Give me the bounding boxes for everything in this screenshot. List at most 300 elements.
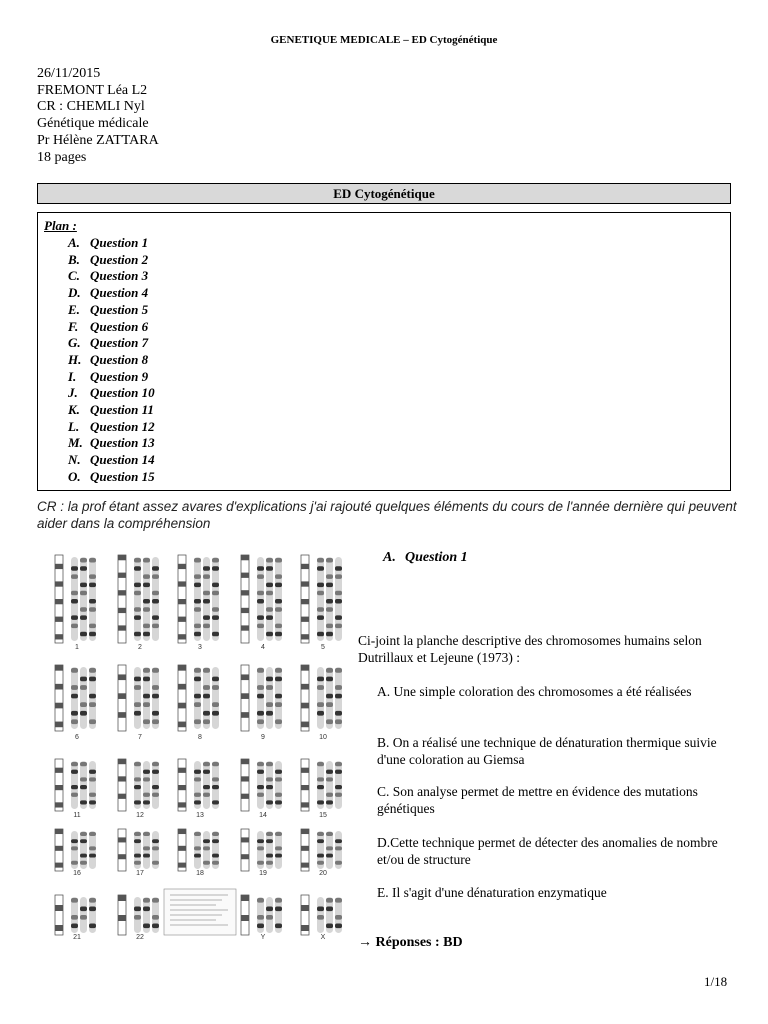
chromatid-band [212,861,219,865]
plan-item-label: Question 14 [90,452,155,468]
chromatid-band [71,785,78,789]
chromatid-band [335,839,342,843]
plan-item [68,402,155,419]
chromatid-band [152,599,159,604]
chromosome-number-label: 3 [198,644,202,651]
plan-item-letter: E. [68,301,80,317]
chromatid-band [326,668,333,673]
chromatid-band [326,583,333,588]
chromatid-band [266,832,273,836]
chromosome-number-label: 15 [319,812,327,819]
chromatid-band [152,624,159,629]
ideogram-band [55,599,63,604]
ideogram-band [55,829,63,834]
chromatid-band [266,915,273,920]
ideogram-band [55,684,63,690]
chromatid-band [203,685,210,690]
ideogram-band [241,854,249,859]
chromatid-band [275,777,282,781]
chromosome-chromatid [134,667,141,729]
chromatid-band [203,711,210,716]
chromatid-band [257,668,264,673]
ideogram-band [178,617,186,622]
chromatid-band [326,898,333,903]
chromatid-band [257,793,264,797]
corrector-note: CR : la prof étant assez avares d'explications j'ai rajouté quelques éléments du cours de l'année dernière qui peuvent aider dans la compréhension [37,499,737,531]
ideogram-band [241,915,249,921]
chromosome-number-label: 22 [136,934,144,941]
chromosome-number-label: 2 [138,644,142,651]
answer-option-d: D.Cette technique permet de détecter des anomalies de nombre et/ou de structure [377,835,718,867]
chromatid-band [194,583,201,588]
chromatid-band [143,702,150,707]
ideogram-band [301,634,309,639]
plan-item [68,452,155,469]
plan-item-label: Question 12 [90,418,155,434]
chromatid-band [317,762,324,766]
chromatid-band [275,694,282,699]
chromatid-band [194,599,201,604]
chromatid-band [194,719,201,724]
chromatid-band [275,924,282,929]
meta-subject: Génétique médicale [37,116,149,132]
ideogram-band [241,590,249,595]
chromatid-band [203,566,210,571]
chromatid-band [152,711,159,716]
chromatid-band [266,861,273,865]
ideogram-band [118,590,126,595]
chromosome-chromatid [80,667,87,729]
chromatid-band [266,785,273,789]
chromatid-band [143,777,150,781]
chromatid-band [71,615,78,620]
plan-item-label: Question 6 [90,318,149,334]
chromatid-band [203,793,210,797]
chromatid-band [80,785,87,789]
chromatid-band [212,583,219,588]
chromosome-chromatid [317,667,324,729]
chromosome-ideogram [178,665,186,731]
chromatid-band [89,846,96,850]
ideogram-band [178,863,186,868]
chromatid-band [266,854,273,858]
chromatid-band [317,558,324,563]
document-meta [37,66,159,166]
ideogram-band [118,854,126,859]
ideogram-band [178,829,186,834]
ideogram-band [118,759,126,764]
chromatid-band [317,907,324,912]
question-heading [383,550,468,566]
ideogram-band [178,703,186,709]
ideogram-band [301,581,309,586]
ideogram-band [118,776,126,781]
chromatid-band [203,694,210,699]
chromatid-band [275,668,282,673]
page-number: 1/18 [704,974,728,989]
chromatid-band [143,854,150,858]
ideogram-band [55,785,63,790]
chromatid-band [212,711,219,716]
chromatid-band [134,607,141,612]
meta-date: 26/11/2015 [37,66,101,81]
ideogram-band [178,665,186,671]
ideogram-band [118,837,126,842]
chromatid-band [134,839,141,843]
chromatid-band [212,832,219,836]
plan-item-letter: I. [68,368,77,384]
ideogram-band [301,768,309,773]
chromatid-band [317,785,324,789]
chromatid-band [203,599,210,604]
chromatid-band [335,770,342,774]
chromatid-band [152,762,159,766]
chromatid-band [194,854,201,858]
chromatid-band [152,591,159,596]
chromatid-band [134,711,141,716]
chromatid-band [194,770,201,774]
ideogram-band [178,634,186,639]
ideogram-band [118,712,126,718]
chromatid-band [152,861,159,865]
chromatid-band [317,607,324,612]
chromatid-band [89,719,96,724]
chromatid-band [71,898,78,903]
ideogram-band [301,599,309,604]
ideogram-band [55,617,63,622]
meta-corrector: CR : CHEMLI Nyl [37,99,145,115]
chromatid-band [152,924,159,929]
chromatid-band [317,566,324,571]
ideogram-band [241,608,249,613]
chromosome-ideogram [118,759,126,811]
chromatid-band [71,599,78,604]
plan-item-letter: M. [68,435,83,451]
ideogram-band [55,863,63,868]
chromatid-band [194,668,201,673]
ideogram-band [55,905,63,911]
plan-item-label: Question 5 [90,301,149,317]
chromatid-band [275,832,282,836]
karyotype-figure [37,543,353,957]
chromatid-band [275,907,282,912]
chromatid-band [326,607,333,612]
chromatid-band [266,839,273,843]
chromatid-band [194,846,201,850]
meta-professor: Pr Hélène ZATTARA [37,132,159,148]
chromatid-band [152,685,159,690]
chromosome-chromatid [266,667,273,729]
chromatid-band [212,839,219,843]
chromatid-band [134,861,141,865]
ideogram-band [178,785,186,790]
plan-item-letter: K. [68,402,80,418]
chromatid-band [134,832,141,836]
chromatid-band [80,632,87,637]
chromatid-band [257,694,264,699]
chromatid-band [266,607,273,612]
plan-box [37,212,731,491]
chromatid-band [317,591,324,596]
chromatid-band [80,861,87,865]
chromatid-band [257,915,264,920]
chromatid-band [266,685,273,690]
ideogram-band [55,703,63,709]
chromatid-band [326,719,333,724]
chromatid-band [212,677,219,682]
chromatid-band [80,915,87,920]
chromatid-band [326,624,333,629]
question-title: Question 1 [405,550,468,565]
chromatid-band [212,591,219,596]
chromatid-band [257,591,264,596]
chromatid-band [80,907,87,912]
ideogram-band [241,573,249,578]
ideogram-band [241,674,249,680]
plan-item-letter: F. [68,318,79,334]
plan-item-label: Question 8 [90,351,149,367]
chromatid-band [194,558,201,563]
chromatid-band [266,632,273,637]
chromatid-band [266,762,273,766]
chromosome-number-label: 6 [75,734,79,741]
chromatid-band [89,770,96,774]
chromatid-band [212,762,219,766]
chromatid-band [89,832,96,836]
chromatid-band [212,607,219,612]
chromatid-band [89,574,96,579]
chromatid-band [212,566,219,571]
ideogram-band [301,785,309,790]
chromatid-band [71,762,78,766]
chromatid-band [152,694,159,699]
ideogram-band [301,684,309,690]
chromatid-band [80,800,87,804]
chromatid-band [257,785,264,789]
chromatid-band [335,762,342,766]
plan-item [68,435,155,452]
chromatid-band [152,668,159,673]
document-header-title: GENETIQUE MEDICALE – ED Cytogénétique [270,34,498,46]
chromatid-band [203,615,210,620]
chromatid-band [152,615,159,620]
chromatid-band [275,846,282,850]
chromatid-band [326,907,333,912]
chromatid-band [275,558,282,563]
chromatid-band [317,832,324,836]
ideogram-band [178,599,186,604]
chromosome-ideogram [241,759,249,811]
chromatid-band [266,566,273,571]
chromosome-number-label: 4 [261,644,265,651]
plan-item-letter: A. [68,235,80,250]
chromatid-band [326,574,333,579]
chromatid-band [317,839,324,843]
chromatid-band [80,839,87,843]
chromatid-band [71,846,78,850]
chromatid-band [89,924,96,929]
chromatid-band [266,711,273,716]
chromatid-band [266,677,273,682]
chromatid-band [275,854,282,858]
chromatid-band [266,558,273,563]
ideogram-band [178,581,186,586]
answer-option-e: E. Il s'agit d'une dénaturation enzymatique [377,885,607,900]
ideogram-band [178,722,186,728]
chromatid-band [89,777,96,781]
chromatid-band [335,668,342,673]
chromatid-band [80,854,87,858]
chromatid-band [317,777,324,781]
ideogram-band [55,564,63,569]
chromatid-band [275,583,282,588]
chromatid-band [89,632,96,637]
chromatid-band [89,677,96,682]
chromatid-band [257,711,264,716]
chromatid-band [326,694,333,699]
chromatid-band [266,777,273,781]
plan-item-label: Question 13 [90,435,155,451]
meta-page-count: 18 pages [37,149,87,165]
chromosome-number-label: 10 [319,734,327,741]
chromatid-band [203,846,210,850]
chromatid-band [71,915,78,920]
plan-item-letter: O. [68,468,81,484]
chromatid-band [317,861,324,865]
chromatid-band [194,607,201,612]
ideogram-band [55,802,63,807]
chromatid-band [257,566,264,571]
plan-item-label: Question 15 [90,468,155,484]
plan-item-letter: N. [68,452,81,468]
chromatid-band [335,861,342,865]
ideogram-band [241,625,249,630]
ideogram-band [55,665,63,671]
chromatid-band [257,574,264,579]
ideogram-band [178,564,186,569]
plan-item-label: Question 7 [90,335,149,351]
chromosome-number-label: 8 [198,734,202,741]
chromosome-number-label: 21 [73,934,81,941]
chromosome-number-label: X [320,934,326,941]
chromatid-band [89,599,96,604]
chromatid-band [194,702,201,707]
chromatid-band [71,624,78,629]
chromatid-band [143,624,150,629]
plan-item-label: Question 3 [90,268,149,284]
chromatid-band [317,615,324,620]
ideogram-band [178,768,186,773]
ideogram-band [55,722,63,728]
chromatid-band [80,566,87,571]
chromatid-band [89,854,96,858]
ideogram-band [241,693,249,699]
chromosome-ideogram [118,829,126,871]
chromatid-band [143,719,150,724]
chromosome-number-label: Y [260,934,266,941]
chromatid-band [212,777,219,781]
answer-option-b: B. On a réalisé une technique de dénaturation thermique suivie d'une coloration au Giemsa [377,735,717,767]
chromatid-band [152,793,159,797]
chromatid-band [275,898,282,903]
chromatid-band [317,632,324,637]
chromatid-band [80,558,87,563]
ideogram-band [118,794,126,799]
chromatid-band [317,854,324,858]
chromatid-band [335,694,342,699]
plan-item-letter: L. [68,418,80,434]
chromatid-band [89,800,96,804]
chromatid-band [257,898,264,903]
ideogram-band [118,693,126,699]
chromatid-band [326,854,333,858]
chromatid-band [71,793,78,797]
chromatid-band [194,777,201,781]
chromatid-band [257,861,264,865]
chromatid-band [143,574,150,579]
chromatid-band [71,770,78,774]
chromatid-band [194,677,201,682]
chromatid-band [134,854,141,858]
chromatid-band [152,719,159,724]
plan-item-label: Question 1 [90,235,149,250]
chromatid-band [203,785,210,789]
chromatid-band [152,898,159,903]
chromatid-band [257,762,264,766]
chromatid-band [326,599,333,604]
chromatid-band [71,711,78,716]
chromatid-band [275,800,282,804]
chromosome-chromatid [212,667,219,729]
chromatid-band [203,861,210,865]
chromatid-band [143,793,150,797]
chromatid-band [257,615,264,620]
chromatid-band [317,685,324,690]
chromatid-band [203,839,210,843]
chromatid-band [203,574,210,579]
chromatid-band [275,719,282,724]
chromatid-band [89,624,96,629]
ideogram-band [301,802,309,807]
chromatid-band [212,854,219,858]
chromosome-ideogram [55,665,63,731]
ideogram-band [301,617,309,622]
chromatid-band [275,574,282,579]
chromatid-band [194,694,201,699]
chromosome-ideogram [301,665,309,731]
ideogram-band [301,722,309,728]
chromatid-band [335,685,342,690]
answer-option-a: A. Une simple coloration des chromosomes a été réalisées [377,684,692,699]
chromatid-band [71,861,78,865]
chromatid-band [266,907,273,912]
responses-answer: → Réponses : BD [358,935,463,950]
chromatid-band [212,702,219,707]
chromatid-band [143,632,150,637]
chromatid-band [335,574,342,579]
chromatid-band [143,924,150,929]
chromatid-band [317,702,324,707]
chromatid-band [89,702,96,707]
chromatid-band [143,832,150,836]
chromatid-band [80,685,87,690]
chromatid-band [134,800,141,804]
chromosome-number-label: 12 [136,812,144,819]
chromatid-band [335,793,342,797]
chromatid-band [257,924,264,929]
chromatid-band [203,624,210,629]
chromatid-band [326,770,333,774]
